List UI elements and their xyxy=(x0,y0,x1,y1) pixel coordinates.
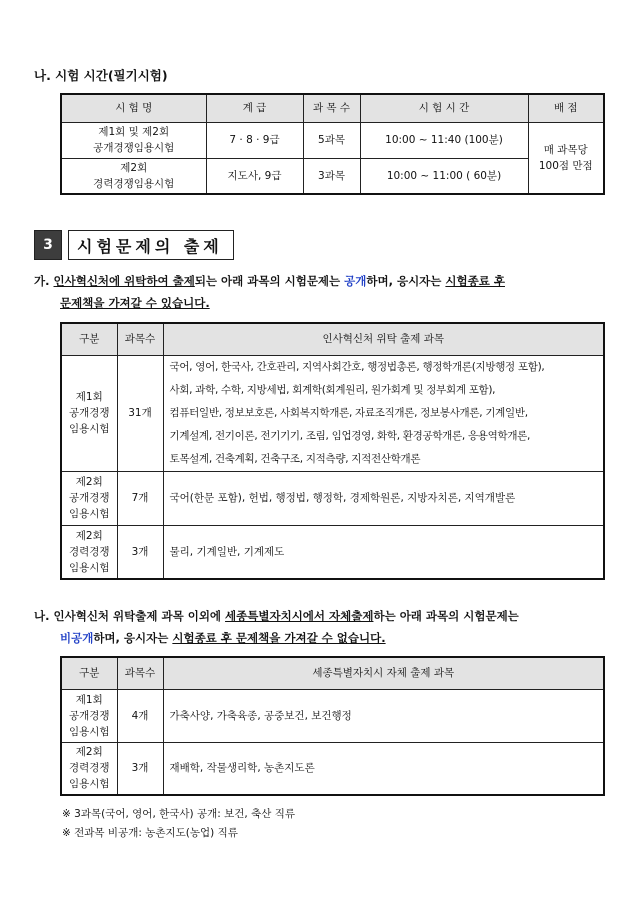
part-b-text: 인사혁신처 위탁출제 과목 이외에 xyxy=(53,609,226,623)
part-b-label: 나. xyxy=(34,609,50,623)
column-header: 과목수 xyxy=(117,657,163,689)
table-header-row xyxy=(61,323,604,355)
category-cell xyxy=(61,525,117,579)
exam-time-heading: 나. 시험 시간(필기시험) xyxy=(34,68,168,83)
part-a-label: 가. xyxy=(34,274,50,288)
table-row xyxy=(61,742,604,795)
subjects-cell xyxy=(163,525,604,579)
table-row xyxy=(61,355,604,471)
exam-name-line: 공개경쟁임용시험 xyxy=(93,142,175,154)
table-row xyxy=(61,471,604,525)
public-subjects-table xyxy=(60,322,605,580)
part-a-paragraph xyxy=(34,270,614,314)
section-title: 시험문제의 출제 xyxy=(68,230,234,260)
part-a-text: 문제책을 가져갈 수 있습니다. xyxy=(60,296,210,310)
column-header: 세종특별자치시 자체 출제 과목 xyxy=(163,657,604,689)
subjects-line: 기계설계, 전기이론, 전기기기, 조림, 임업경영, 화학, 환경공학개론, 응용역학개론, xyxy=(169,429,531,442)
footnote: ※ 전과목 비공개: 농촌지도(농업) 직류 xyxy=(62,827,238,839)
part-b-text: 하며, 응시자는 xyxy=(93,631,173,645)
column-header: 시 험 명 xyxy=(61,94,206,122)
column-header: 인사혁신처 위탁 출제 과목 xyxy=(163,323,604,355)
part-b-text: 하는 아래 과목의 시험문제는 xyxy=(373,609,519,623)
category-line: 경력경쟁 xyxy=(68,762,110,775)
column-header: 구분 xyxy=(61,657,117,689)
category-cell xyxy=(61,689,117,742)
subjects-line: 국어(한문 포함), 헌법, 행정법, 행정학, 경제학원론, 지방자치론, 지역개발론 xyxy=(169,492,516,504)
subjects-line: 국어, 영어, 한국사, 간호관리, 지역사회간호, 행정법총론, 행정학개론(지방행정 포함), xyxy=(169,360,545,373)
score-cell xyxy=(528,122,604,194)
category-line: 경력경쟁 xyxy=(68,545,110,558)
subjects-cell: 3과목 xyxy=(303,158,360,194)
category-line: 제2회 xyxy=(75,529,103,542)
private-subjects-table xyxy=(60,656,605,796)
section-number-badge: 3 xyxy=(34,230,62,260)
subjects-line: 컴퓨터일반, 정보보호론, 사회복지학개론, 자료조직개론, 정보봉사개론, 기계일반, xyxy=(169,406,528,419)
exam-time-table xyxy=(60,93,605,195)
category-line: 임용시험 xyxy=(68,778,110,791)
category-line: 제2회 xyxy=(75,476,103,488)
category-line: 공개경쟁 xyxy=(68,492,110,504)
column-header: 구분 xyxy=(61,323,117,355)
category-line: 임용시험 xyxy=(68,725,110,738)
time-cell: 10:00 ~ 11:00 ( 60분) xyxy=(360,158,528,194)
subjects-line: 토목설계, 건축계획, 건축구조, 지적측량, 지적전산학개론 xyxy=(169,452,421,465)
grade-cell: 7 · 8 · 9급 xyxy=(206,122,303,158)
column-header: 과목수 xyxy=(117,323,163,355)
table-row xyxy=(61,158,604,194)
subjects-cell xyxy=(163,471,604,525)
column-header: 과 목 수 xyxy=(303,94,360,122)
subjects-cell: 재배학, 작물생리학, 농촌지도론 xyxy=(163,742,604,795)
count-cell: 4개 xyxy=(117,689,163,742)
footnote: ※ 3과목(국어, 영어, 한국사) 공개: 보건, 축산 직류 xyxy=(62,808,296,820)
subjects-cell: 5과목 xyxy=(303,122,360,158)
category-cell xyxy=(61,742,117,795)
part-b-text: 세종특별자치시에서 자체출제 xyxy=(225,609,374,623)
column-header: 배 점 xyxy=(528,94,604,122)
score-line: 100점 만점 xyxy=(538,159,593,172)
category-cell xyxy=(61,355,117,471)
count-cell: 3개 xyxy=(117,742,163,795)
table-row xyxy=(61,689,604,742)
exam-name-cell xyxy=(61,122,206,158)
category-line: 제2회 xyxy=(75,746,103,759)
count-cell: 7개 xyxy=(117,471,163,525)
category-line: 임용시험 xyxy=(68,508,110,520)
subjects-cell xyxy=(163,355,604,471)
part-a-text: 하며, 응시자는 xyxy=(366,274,446,288)
part-b-text: 시험종료 후 문제책을 가져갈 수 없습니다. xyxy=(172,631,386,645)
category-line: 제1회 xyxy=(75,391,103,403)
column-header: 계 급 xyxy=(206,94,303,122)
part-a-public-highlight: 공개 xyxy=(344,274,367,288)
exam-name-line: 경력경쟁임용시험 xyxy=(93,177,175,190)
category-line: 공개경쟁 xyxy=(68,407,110,419)
column-header: 시 험 시 간 xyxy=(360,94,528,122)
category-line: 임용시험 xyxy=(68,423,110,435)
time-cell: 10:00 ~ 11:40 (100분) xyxy=(360,122,528,158)
category-line: 제1회 xyxy=(75,693,103,706)
exam-name-line: 제1회 및 제2회 xyxy=(98,126,170,138)
part-a-text: 인사혁신처에 위탁하여 출제 xyxy=(53,274,195,288)
table-header-row xyxy=(61,94,604,122)
part-a-text: 시험종료 후 xyxy=(445,274,505,288)
table-header-row xyxy=(61,657,604,689)
subjects-line: 물리, 기계일반, 기계제도 xyxy=(169,545,285,558)
subjects-line: 사회, 과학, 수학, 지방세법, 회계학(회계원리, 원가회계 및 정부회계 포함), xyxy=(169,383,496,396)
exam-name-line: 제2회 xyxy=(120,161,148,174)
count-cell: 31개 xyxy=(117,355,163,471)
score-line: 매 과목당 xyxy=(543,143,588,156)
table-row xyxy=(61,525,604,579)
category-cell xyxy=(61,471,117,525)
count-cell: 3개 xyxy=(117,525,163,579)
table-row xyxy=(61,122,604,158)
subjects-cell: 가축사양, 가축육종, 공중보건, 보건행정 xyxy=(163,689,604,742)
grade-cell: 지도사, 9급 xyxy=(206,158,303,194)
part-b-private-highlight: 비공개 xyxy=(60,631,94,645)
exam-name-cell xyxy=(61,158,206,194)
part-b-paragraph xyxy=(34,605,619,649)
category-line: 공개경쟁 xyxy=(68,709,110,722)
part-a-text: 되는 아래 과목의 시험문제는 xyxy=(194,274,345,288)
category-line: 임용시험 xyxy=(68,561,110,574)
